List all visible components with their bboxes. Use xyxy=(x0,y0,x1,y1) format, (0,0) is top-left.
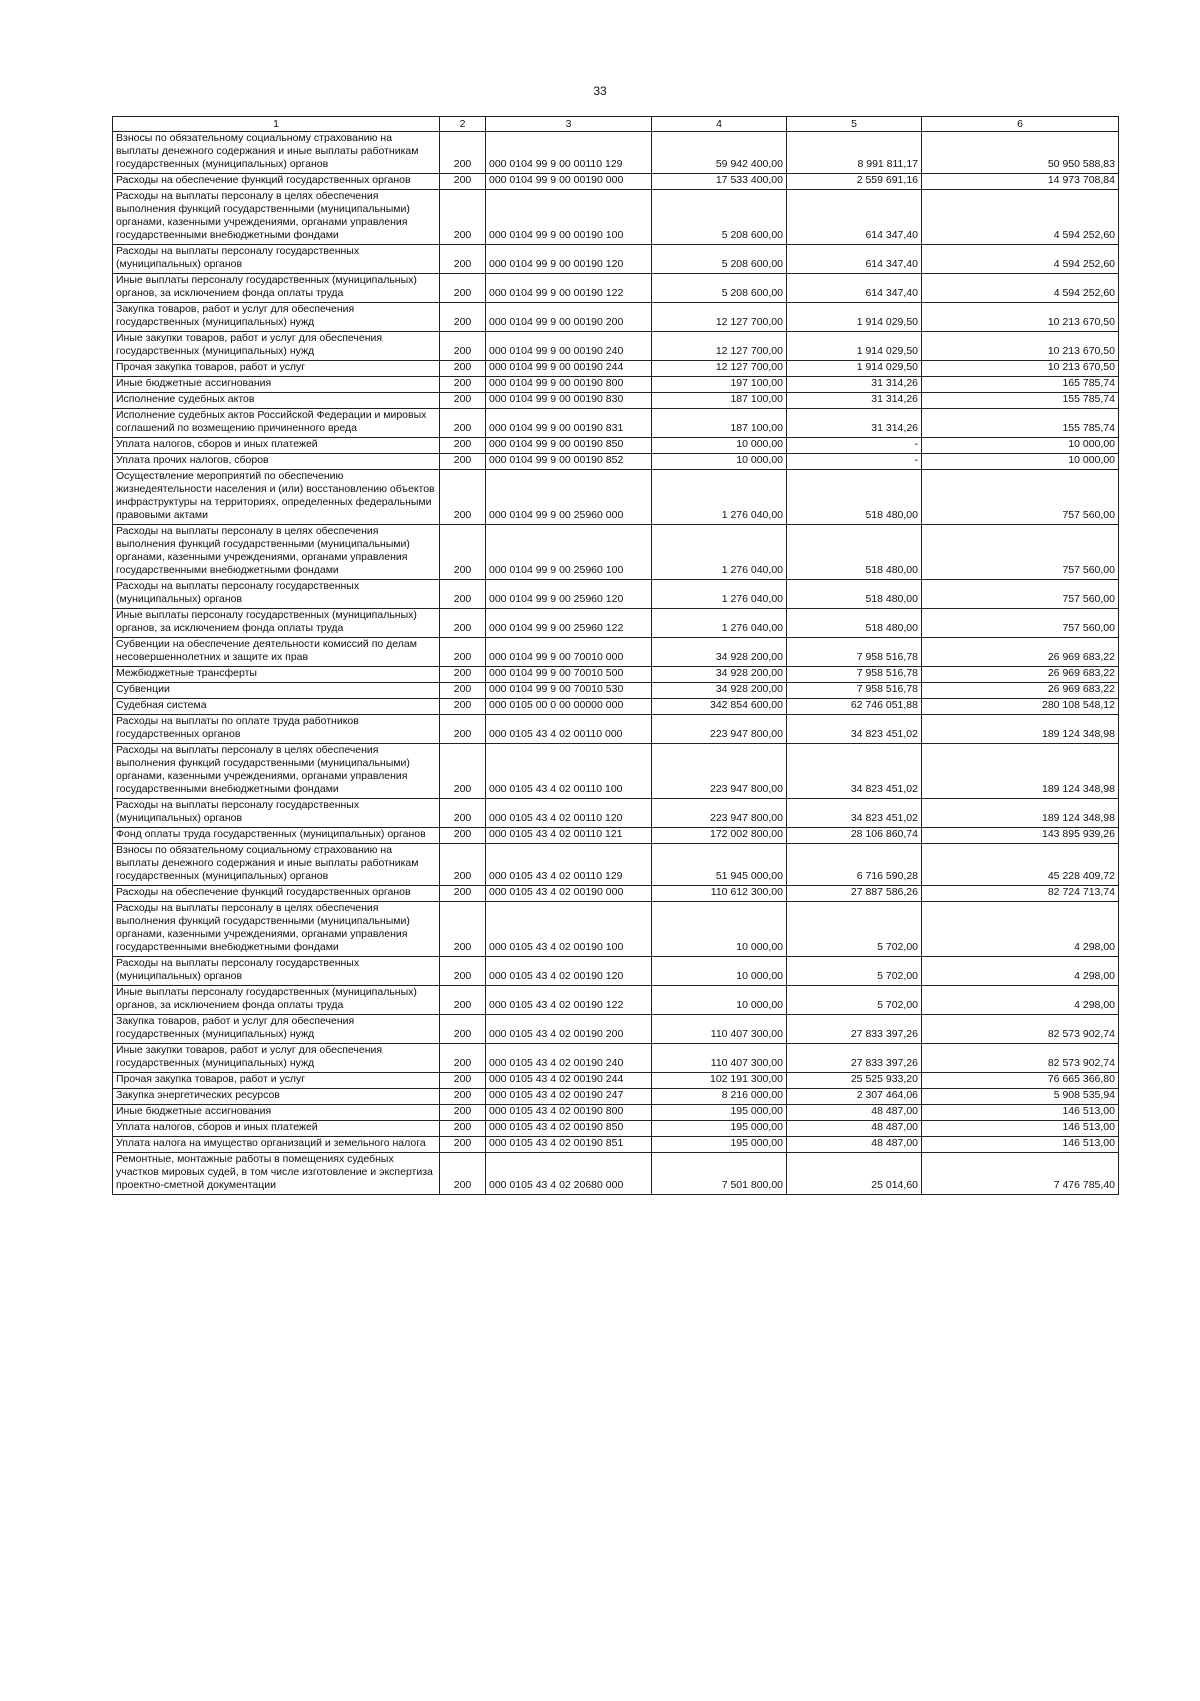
row-name-cell: Исполнение судебных актов Российской Федерации и мировых соглашений по возмещению причиненного вреда xyxy=(113,409,440,438)
row-remaining-cell: 76 665 366,80 xyxy=(922,1073,1119,1089)
row-code-cell: 000 0104 99 9 00 70010 530 xyxy=(486,683,652,699)
row-executed-cell: 34 823 451,02 xyxy=(787,744,922,799)
row-org-cell: 200 xyxy=(440,638,486,667)
row-remaining-cell: 10 213 670,50 xyxy=(922,303,1119,332)
row-name-cell: Прочая закупка товаров, работ и услуг xyxy=(113,361,440,377)
table-row xyxy=(113,667,1119,683)
table-row xyxy=(113,886,1119,902)
table-row xyxy=(113,957,1119,986)
row-name-cell: Расходы на выплаты по оплате труда работников государственных органов xyxy=(113,715,440,744)
table-row xyxy=(113,454,1119,470)
row-executed-cell: 7 958 516,78 xyxy=(787,638,922,667)
row-code-cell: 000 0104 99 9 00 00190 800 xyxy=(486,377,652,393)
table-row xyxy=(113,902,1119,957)
header-col-2: 2 xyxy=(440,117,486,132)
row-remaining-cell: 82 573 902,74 xyxy=(922,1015,1119,1044)
row-approved-cell: 187 100,00 xyxy=(652,409,787,438)
row-approved-cell: 195 000,00 xyxy=(652,1137,787,1153)
row-org-cell: 200 xyxy=(440,1073,486,1089)
row-executed-cell: 7 958 516,78 xyxy=(787,683,922,699)
table-row xyxy=(113,1015,1119,1044)
row-approved-cell: 223 947 800,00 xyxy=(652,715,787,744)
header-col-5: 5 xyxy=(787,117,922,132)
header-col-4: 4 xyxy=(652,117,787,132)
table-row xyxy=(113,1137,1119,1153)
row-org-cell: 200 xyxy=(440,454,486,470)
table-row xyxy=(113,638,1119,667)
row-approved-cell: 195 000,00 xyxy=(652,1105,787,1121)
row-remaining-cell: 757 560,00 xyxy=(922,470,1119,525)
row-remaining-cell: 82 724 713,74 xyxy=(922,886,1119,902)
row-approved-cell: 10 000,00 xyxy=(652,957,787,986)
table-row xyxy=(113,409,1119,438)
row-remaining-cell: 146 513,00 xyxy=(922,1105,1119,1121)
row-remaining-cell: 82 573 902,74 xyxy=(922,1044,1119,1073)
row-executed-cell: 1 914 029,50 xyxy=(787,303,922,332)
header-row xyxy=(113,117,1119,132)
row-org-cell: 200 xyxy=(440,274,486,303)
table-row xyxy=(113,699,1119,715)
row-approved-cell: 223 947 800,00 xyxy=(652,744,787,799)
row-remaining-cell: 26 969 683,22 xyxy=(922,667,1119,683)
row-remaining-cell: 14 973 708,84 xyxy=(922,174,1119,190)
row-code-cell: 000 0104 99 9 00 00190 100 xyxy=(486,190,652,245)
row-remaining-cell: 5 908 535,94 xyxy=(922,1089,1119,1105)
row-org-cell: 200 xyxy=(440,1121,486,1137)
budget-table xyxy=(112,116,1119,1195)
table-row xyxy=(113,377,1119,393)
row-name-cell: Расходы на выплаты персоналу в целях обеспечения выполнения функций государственными (муниципальными) органами, казенными учреждениями, органами управления государственными внебюджетными фондами xyxy=(113,525,440,580)
row-executed-cell: 8 991 811,17 xyxy=(787,132,922,174)
row-approved-cell: 10 000,00 xyxy=(652,454,787,470)
row-approved-cell: 1 276 040,00 xyxy=(652,609,787,638)
row-name-cell: Закупка товаров, работ и услуг для обеспечения государственных (муниципальных) нужд xyxy=(113,1015,440,1044)
row-org-cell: 200 xyxy=(440,986,486,1015)
row-code-cell: 000 0104 99 9 00 00190 240 xyxy=(486,332,652,361)
row-name-cell: Расходы на выплаты персоналу в целях обеспечения выполнения функций государственными (муниципальными) органами, казенными учреждениями, органами управления государственными внебюджетными фондами xyxy=(113,190,440,245)
table-row xyxy=(113,1073,1119,1089)
row-approved-cell: 110 407 300,00 xyxy=(652,1044,787,1073)
row-org-cell: 200 xyxy=(440,886,486,902)
row-org-cell: 200 xyxy=(440,332,486,361)
row-name-cell: Уплата прочих налогов, сборов xyxy=(113,454,440,470)
row-approved-cell: 12 127 700,00 xyxy=(652,361,787,377)
row-name-cell: Закупка энергетических ресурсов xyxy=(113,1089,440,1105)
row-executed-cell: 1 914 029,50 xyxy=(787,361,922,377)
row-remaining-cell: 757 560,00 xyxy=(922,580,1119,609)
row-executed-cell: 34 823 451,02 xyxy=(787,715,922,744)
table-row xyxy=(113,1153,1119,1195)
table-row xyxy=(113,1105,1119,1121)
row-approved-cell: 10 000,00 xyxy=(652,902,787,957)
row-code-cell: 000 0104 99 9 00 00190 831 xyxy=(486,409,652,438)
table-row xyxy=(113,844,1119,886)
row-org-cell: 200 xyxy=(440,667,486,683)
row-name-cell: Расходы на выплаты персоналу государственных (муниципальных) органов xyxy=(113,245,440,274)
row-code-cell: 000 0104 99 9 00 00110 129 xyxy=(486,132,652,174)
row-code-cell: 000 0104 99 9 00 00190 122 xyxy=(486,274,652,303)
row-remaining-cell: 26 969 683,22 xyxy=(922,683,1119,699)
table-row xyxy=(113,132,1119,174)
row-code-cell: 000 0105 43 4 02 00110 120 xyxy=(486,799,652,828)
row-approved-cell: 5 208 600,00 xyxy=(652,274,787,303)
row-remaining-cell: 189 124 348,98 xyxy=(922,715,1119,744)
row-executed-cell: 518 480,00 xyxy=(787,609,922,638)
row-remaining-cell: 757 560,00 xyxy=(922,525,1119,580)
row-org-cell: 200 xyxy=(440,828,486,844)
row-code-cell: 000 0104 99 9 00 70010 000 xyxy=(486,638,652,667)
row-code-cell: 000 0105 43 4 02 00110 121 xyxy=(486,828,652,844)
row-code-cell: 000 0105 43 4 02 00110 000 xyxy=(486,715,652,744)
row-approved-cell: 1 276 040,00 xyxy=(652,525,787,580)
row-remaining-cell: 4 298,00 xyxy=(922,902,1119,957)
row-approved-cell: 34 928 200,00 xyxy=(652,638,787,667)
row-approved-cell: 5 208 600,00 xyxy=(652,245,787,274)
row-remaining-cell: 4 594 252,60 xyxy=(922,274,1119,303)
row-remaining-cell: 50 950 588,83 xyxy=(922,132,1119,174)
row-name-cell: Расходы на выплаты персоналу государственных (муниципальных) органов xyxy=(113,580,440,609)
row-executed-cell: - xyxy=(787,438,922,454)
row-name-cell: Закупка товаров, работ и услуг для обеспечения государственных (муниципальных) нужд xyxy=(113,303,440,332)
row-org-cell: 200 xyxy=(440,245,486,274)
row-executed-cell: 27 833 397,26 xyxy=(787,1015,922,1044)
row-code-cell: 000 0105 43 4 02 00190 120 xyxy=(486,957,652,986)
row-code-cell: 000 0104 99 9 00 70010 500 xyxy=(486,667,652,683)
row-org-cell: 200 xyxy=(440,580,486,609)
row-org-cell: 200 xyxy=(440,393,486,409)
row-code-cell: 000 0104 99 9 00 25960 122 xyxy=(486,609,652,638)
row-approved-cell: 223 947 800,00 xyxy=(652,799,787,828)
row-executed-cell: 614 347,40 xyxy=(787,190,922,245)
table-row xyxy=(113,799,1119,828)
row-executed-cell: 31 314,26 xyxy=(787,393,922,409)
row-org-cell: 200 xyxy=(440,132,486,174)
row-remaining-cell: 757 560,00 xyxy=(922,609,1119,638)
row-approved-cell: 342 854 600,00 xyxy=(652,699,787,715)
table-row xyxy=(113,1121,1119,1137)
row-org-cell: 200 xyxy=(440,683,486,699)
header-col-1: 1 xyxy=(113,117,440,132)
row-name-cell: Иные закупки товаров, работ и услуг для обеспечения государственных (муниципальных) нужд xyxy=(113,1044,440,1073)
row-approved-cell: 187 100,00 xyxy=(652,393,787,409)
row-name-cell: Расходы на выплаты персоналу в целях обеспечения выполнения функций государственными (муниципальными) органами, казенными учреждениями, органами управления государственными внебюджетными фондами xyxy=(113,744,440,799)
row-org-cell: 200 xyxy=(440,744,486,799)
row-executed-cell: 31 314,26 xyxy=(787,409,922,438)
row-executed-cell: 48 487,00 xyxy=(787,1121,922,1137)
header-col-3: 3 xyxy=(486,117,652,132)
table-row xyxy=(113,361,1119,377)
row-name-cell: Уплата налога на имущество организаций и земельного налога xyxy=(113,1137,440,1153)
row-remaining-cell: 189 124 348,98 xyxy=(922,799,1119,828)
table-row xyxy=(113,438,1119,454)
row-executed-cell: 48 487,00 xyxy=(787,1105,922,1121)
row-code-cell: 000 0105 43 4 02 00190 244 xyxy=(486,1073,652,1089)
row-org-cell: 200 xyxy=(440,799,486,828)
row-org-cell: 200 xyxy=(440,699,486,715)
row-remaining-cell: 10 213 670,50 xyxy=(922,332,1119,361)
row-org-cell: 200 xyxy=(440,1105,486,1121)
row-approved-cell: 12 127 700,00 xyxy=(652,332,787,361)
row-code-cell: 000 0105 43 4 02 00190 100 xyxy=(486,902,652,957)
row-code-cell: 000 0104 99 9 00 25960 000 xyxy=(486,470,652,525)
row-name-cell: Расходы на обеспечение функций государственных органов xyxy=(113,886,440,902)
row-approved-cell: 10 000,00 xyxy=(652,986,787,1015)
row-remaining-cell: 10 000,00 xyxy=(922,454,1119,470)
row-code-cell: 000 0105 43 4 02 20680 000 xyxy=(486,1153,652,1195)
row-executed-cell: 25 014,60 xyxy=(787,1153,922,1195)
row-approved-cell: 5 208 600,00 xyxy=(652,190,787,245)
row-remaining-cell: 143 895 939,26 xyxy=(922,828,1119,844)
row-approved-cell: 10 000,00 xyxy=(652,438,787,454)
row-executed-cell: 2 559 691,16 xyxy=(787,174,922,190)
row-org-cell: 200 xyxy=(440,844,486,886)
row-executed-cell: 34 823 451,02 xyxy=(787,799,922,828)
header-col-6: 6 xyxy=(922,117,1119,132)
table-row xyxy=(113,1089,1119,1105)
row-name-cell: Исполнение судебных актов xyxy=(113,393,440,409)
row-approved-cell: 102 191 300,00 xyxy=(652,1073,787,1089)
table-row xyxy=(113,715,1119,744)
row-approved-cell: 34 928 200,00 xyxy=(652,667,787,683)
row-code-cell: 000 0104 99 9 00 00190 120 xyxy=(486,245,652,274)
row-code-cell: 000 0104 99 9 00 00190 200 xyxy=(486,303,652,332)
row-name-cell: Расходы на обеспечение функций государственных органов xyxy=(113,174,440,190)
table-row xyxy=(113,245,1119,274)
row-code-cell: 000 0105 43 4 02 00110 100 xyxy=(486,744,652,799)
row-executed-cell: 5 702,00 xyxy=(787,957,922,986)
table-row xyxy=(113,683,1119,699)
row-name-cell: Субвенции xyxy=(113,683,440,699)
row-executed-cell: 6 716 590,28 xyxy=(787,844,922,886)
row-org-cell: 200 xyxy=(440,715,486,744)
row-name-cell: Иные бюджетные ассигнования xyxy=(113,1105,440,1121)
row-org-cell: 200 xyxy=(440,1044,486,1073)
row-name-cell: Расходы на выплаты персоналу государственных (муниципальных) органов xyxy=(113,957,440,986)
row-org-cell: 200 xyxy=(440,361,486,377)
table-row xyxy=(113,828,1119,844)
table-row xyxy=(113,303,1119,332)
row-code-cell: 000 0104 99 9 00 00190 850 xyxy=(486,438,652,454)
table-row xyxy=(113,274,1119,303)
row-executed-cell: - xyxy=(787,454,922,470)
row-code-cell: 000 0105 43 4 02 00190 800 xyxy=(486,1105,652,1121)
row-name-cell: Судебная система xyxy=(113,699,440,715)
table-body xyxy=(113,132,1119,1195)
row-executed-cell: 2 307 464,06 xyxy=(787,1089,922,1105)
row-name-cell: Уплата налогов, сборов и иных платежей xyxy=(113,438,440,454)
row-org-cell: 200 xyxy=(440,1153,486,1195)
row-name-cell: Прочая закупка товаров, работ и услуг xyxy=(113,1073,440,1089)
row-name-cell: Осуществление мероприятий по обеспечению жизнедеятельности населения и (или) восстановлению объектов инфраструктуры на территориях, определенных федеральными правовыми актами xyxy=(113,470,440,525)
row-org-cell: 200 xyxy=(440,525,486,580)
row-executed-cell: 1 914 029,50 xyxy=(787,332,922,361)
row-remaining-cell: 146 513,00 xyxy=(922,1137,1119,1153)
row-executed-cell: 31 314,26 xyxy=(787,377,922,393)
row-approved-cell: 8 216 000,00 xyxy=(652,1089,787,1105)
row-executed-cell: 5 702,00 xyxy=(787,902,922,957)
row-approved-cell: 110 612 300,00 xyxy=(652,886,787,902)
row-org-cell: 200 xyxy=(440,1015,486,1044)
row-approved-cell: 197 100,00 xyxy=(652,377,787,393)
row-code-cell: 000 0105 43 4 02 00190 122 xyxy=(486,986,652,1015)
table-row xyxy=(113,609,1119,638)
row-org-cell: 200 xyxy=(440,174,486,190)
table-row xyxy=(113,986,1119,1015)
row-code-cell: 000 0104 99 9 00 25960 120 xyxy=(486,580,652,609)
row-executed-cell: 518 480,00 xyxy=(787,525,922,580)
row-remaining-cell: 155 785,74 xyxy=(922,409,1119,438)
row-executed-cell: 614 347,40 xyxy=(787,245,922,274)
row-approved-cell: 195 000,00 xyxy=(652,1121,787,1137)
row-name-cell: Иные бюджетные ассигнования xyxy=(113,377,440,393)
table-row xyxy=(113,580,1119,609)
row-remaining-cell: 189 124 348,98 xyxy=(922,744,1119,799)
row-remaining-cell: 155 785,74 xyxy=(922,393,1119,409)
row-name-cell: Расходы на выплаты персоналу государственных (муниципальных) органов xyxy=(113,799,440,828)
row-code-cell: 000 0104 99 9 00 00190 830 xyxy=(486,393,652,409)
row-executed-cell: 27 887 586,26 xyxy=(787,886,922,902)
row-remaining-cell: 4 594 252,60 xyxy=(922,190,1119,245)
row-approved-cell: 7 501 800,00 xyxy=(652,1153,787,1195)
table-row xyxy=(113,744,1119,799)
row-code-cell: 000 0105 43 4 02 00190 240 xyxy=(486,1044,652,1073)
row-org-cell: 200 xyxy=(440,303,486,332)
row-code-cell: 000 0105 43 4 02 00190 851 xyxy=(486,1137,652,1153)
row-remaining-cell: 4 298,00 xyxy=(922,986,1119,1015)
row-remaining-cell: 4 298,00 xyxy=(922,957,1119,986)
row-name-cell: Иные выплаты персоналу государственных (муниципальных) органов, за исключением фонда оплаты труда xyxy=(113,986,440,1015)
row-remaining-cell: 165 785,74 xyxy=(922,377,1119,393)
row-code-cell: 000 0104 99 9 00 00190 000 xyxy=(486,174,652,190)
row-code-cell: 000 0105 43 4 02 00190 000 xyxy=(486,886,652,902)
row-approved-cell: 17 533 400,00 xyxy=(652,174,787,190)
row-executed-cell: 28 106 860,74 xyxy=(787,828,922,844)
table-row xyxy=(113,393,1119,409)
page-number: 33 xyxy=(593,84,607,98)
row-org-cell: 200 xyxy=(440,438,486,454)
row-org-cell: 200 xyxy=(440,190,486,245)
row-approved-cell: 172 002 800,00 xyxy=(652,828,787,844)
row-remaining-cell: 26 969 683,22 xyxy=(922,638,1119,667)
row-org-cell: 200 xyxy=(440,1137,486,1153)
row-name-cell: Фонд оплаты труда государственных (муниципальных) органов xyxy=(113,828,440,844)
row-approved-cell: 59 942 400,00 xyxy=(652,132,787,174)
row-remaining-cell: 4 594 252,60 xyxy=(922,245,1119,274)
table-row xyxy=(113,525,1119,580)
row-approved-cell: 34 928 200,00 xyxy=(652,683,787,699)
row-executed-cell: 5 702,00 xyxy=(787,986,922,1015)
row-code-cell: 000 0105 43 4 02 00190 850 xyxy=(486,1121,652,1137)
row-name-cell: Взносы по обязательному социальному страхованию на выплаты денежного содержания и иные выплаты работникам государственных (муниципальных) органов xyxy=(113,132,440,174)
row-name-cell: Уплата налогов, сборов и иных платежей xyxy=(113,1121,440,1137)
row-name-cell: Расходы на выплаты персоналу в целях обеспечения выполнения функций государственными (муниципальными) органами, казенными учреждениями, органами управления государственными внебюджетными фондами xyxy=(113,902,440,957)
row-org-cell: 200 xyxy=(440,470,486,525)
row-approved-cell: 110 407 300,00 xyxy=(652,1015,787,1044)
row-org-cell: 200 xyxy=(440,409,486,438)
row-code-cell: 000 0104 99 9 00 00190 244 xyxy=(486,361,652,377)
row-approved-cell: 51 945 000,00 xyxy=(652,844,787,886)
table-row xyxy=(113,470,1119,525)
row-executed-cell: 518 480,00 xyxy=(787,470,922,525)
row-code-cell: 000 0105 43 4 02 00190 247 xyxy=(486,1089,652,1105)
row-executed-cell: 7 958 516,78 xyxy=(787,667,922,683)
row-org-cell: 200 xyxy=(440,609,486,638)
row-remaining-cell: 10 213 670,50 xyxy=(922,361,1119,377)
row-name-cell: Взносы по обязательному социальному страхованию на выплаты денежного содержания и иные выплаты работникам государственных (муниципальных) органов xyxy=(113,844,440,886)
row-code-cell: 000 0105 43 4 02 00190 200 xyxy=(486,1015,652,1044)
row-org-cell: 200 xyxy=(440,1089,486,1105)
table-row xyxy=(113,190,1119,245)
row-remaining-cell: 7 476 785,40 xyxy=(922,1153,1119,1195)
row-name-cell: Иные выплаты персоналу государственных (муниципальных) органов, за исключением фонда оплаты труда xyxy=(113,609,440,638)
row-approved-cell: 1 276 040,00 xyxy=(652,580,787,609)
row-org-cell: 200 xyxy=(440,377,486,393)
row-code-cell: 000 0105 00 0 00 00000 000 xyxy=(486,699,652,715)
row-executed-cell: 62 746 051,88 xyxy=(787,699,922,715)
row-executed-cell: 25 525 933,20 xyxy=(787,1073,922,1089)
row-name-cell: Ремонтные, монтажные работы в помещениях судебных участков мировых судей, в том числе изготовление и экспертиза проектно-сметной документации xyxy=(113,1153,440,1195)
row-executed-cell: 48 487,00 xyxy=(787,1137,922,1153)
row-name-cell: Иные закупки товаров, работ и услуг для обеспечения государственных (муниципальных) нужд xyxy=(113,332,440,361)
row-name-cell: Иные выплаты персоналу государственных (муниципальных) органов, за исключением фонда оплаты труда xyxy=(113,274,440,303)
row-approved-cell: 12 127 700,00 xyxy=(652,303,787,332)
table-row xyxy=(113,1044,1119,1073)
row-name-cell: Субвенции на обеспечение деятельности комиссий по делам несовершеннолетних и защите их прав xyxy=(113,638,440,667)
table-row xyxy=(113,332,1119,361)
row-remaining-cell: 280 108 548,12 xyxy=(922,699,1119,715)
row-code-cell: 000 0104 99 9 00 00190 852 xyxy=(486,454,652,470)
row-name-cell: Межбюджетные трансферты xyxy=(113,667,440,683)
row-code-cell: 000 0104 99 9 00 25960 100 xyxy=(486,525,652,580)
row-org-cell: 200 xyxy=(440,957,486,986)
row-approved-cell: 1 276 040,00 xyxy=(652,470,787,525)
table-row xyxy=(113,174,1119,190)
row-executed-cell: 614 347,40 xyxy=(787,274,922,303)
row-executed-cell: 518 480,00 xyxy=(787,580,922,609)
row-remaining-cell: 146 513,00 xyxy=(922,1121,1119,1137)
row-executed-cell: 27 833 397,26 xyxy=(787,1044,922,1073)
row-remaining-cell: 45 228 409,72 xyxy=(922,844,1119,886)
row-org-cell: 200 xyxy=(440,902,486,957)
row-code-cell: 000 0105 43 4 02 00110 129 xyxy=(486,844,652,886)
row-remaining-cell: 10 000,00 xyxy=(922,438,1119,454)
